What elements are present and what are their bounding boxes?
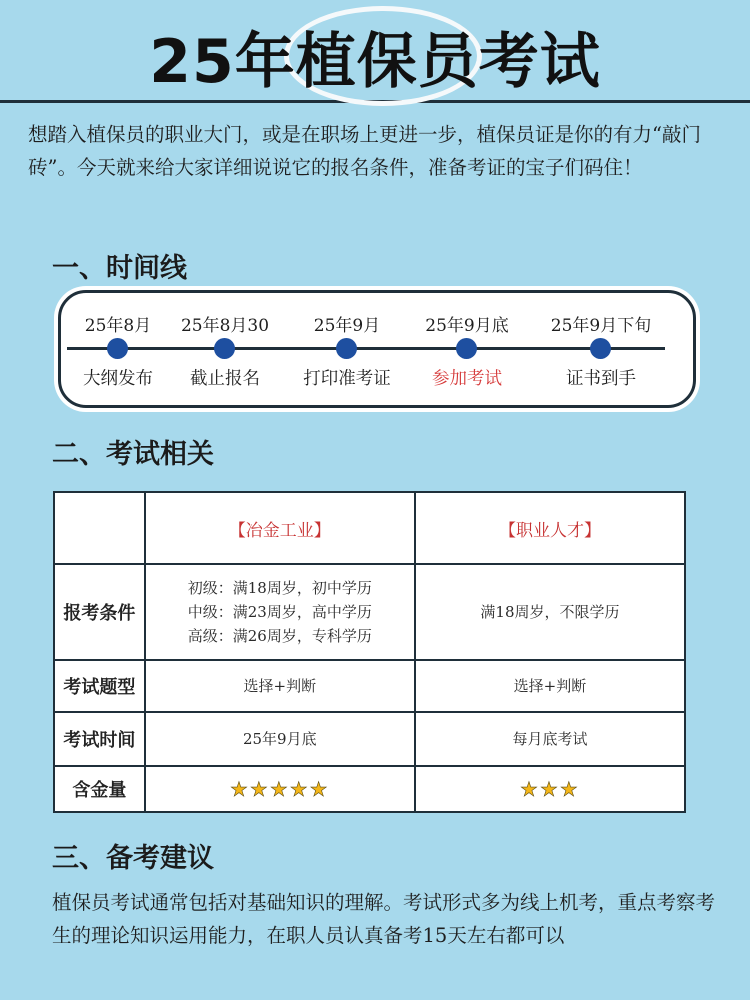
row-header: 报考条件 [54,564,145,660]
timeline-label: 截止报名 [190,369,260,389]
timeline-label: 大纲发布 [83,369,153,389]
timeline-date: 25年9月下旬 [550,316,652,336]
timeline-dot [336,338,357,359]
star-rating: ★★★ [415,766,685,812]
column-header-talent: 【职业人才】 [415,492,685,564]
table-row [54,766,685,812]
exam-info-table [53,491,686,813]
timeline-date: 25年9月 [313,316,381,336]
page-title: 25年植保员考试 [149,27,601,97]
advice-paragraph: 植保员考试通常包括对基础知识的理解。考试形式多为线上机考，重点考察考生的理论知识运用能力，在职人员认真备考15天左右都可以 [52,891,716,947]
row-header: 含金量 [54,766,145,812]
requirement-line: 初级：满18周岁，初中学历 [187,579,372,597]
table-row [54,712,685,766]
timeline-date: 25年8月30 [180,316,270,336]
table-header-row [54,492,685,564]
requirement-line: 中级：满23周岁，高中学历 [187,603,372,621]
table-row [54,564,685,660]
table-cell: 满18周岁，不限学历 [415,564,685,660]
requirement-line: 高级：满26周岁，专科学历 [187,627,372,645]
timeline-line [67,347,665,350]
table-cell: 选择+判断 [415,660,685,712]
table-cell [145,564,415,660]
timeline-dot [107,338,128,359]
intro-paragraph: 想踏入植保员的职业大门，或是在职场上更进一步，植保员证是你的有力“敲门砖”。今天就来给大家详细说说它的报名条件，准备考证的宝子们码住！ [28,123,701,179]
star-rating: ★★★★★ [145,766,415,812]
timeline-date: 25年9月底 [425,316,509,336]
section-title-advice: 三、备考建议 [52,843,214,874]
table-corner-cell [54,492,145,564]
column-header-metallurgy: 【冶金工业】 [145,492,415,564]
section-title-timeline: 一、时间线 [52,253,187,284]
timeline-label: 证书到手 [566,369,636,389]
table-cell: 25年9月底 [145,712,415,766]
timeline-dot [456,338,477,359]
timeline-dot [590,338,611,359]
table-cell: 每月底考试 [415,712,685,766]
timeline-dot [214,338,235,359]
table-row [54,660,685,712]
row-header: 考试题型 [54,660,145,712]
timeline-panel [58,290,696,408]
timeline-date: 25年8月 [84,316,152,336]
header [0,0,750,103]
row-header: 考试时间 [54,712,145,766]
timeline-label: 打印准考证 [303,369,391,389]
table-cell: 选择+判断 [145,660,415,712]
timeline-label-highlight: 参加考试 [432,369,502,389]
section-title-exam: 二、考试相关 [52,439,214,470]
